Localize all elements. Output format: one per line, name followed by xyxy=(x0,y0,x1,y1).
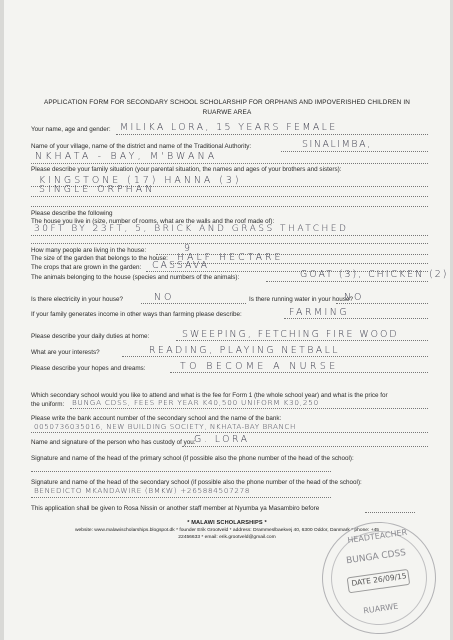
water-value: NO xyxy=(344,292,365,303)
village-line-2 xyxy=(31,163,428,164)
secondary-label: Signature and name of the head of the secondary school (if possible also the phone number of the head of the school): xyxy=(31,479,362,486)
family-value-2: SINGLE ORPHAN xyxy=(39,184,156,195)
duties-label: Please describe your daily duties at home: xyxy=(31,333,150,340)
crops-label: The crops that are grown in the garden: xyxy=(31,264,142,271)
electricity-value: NO xyxy=(154,292,175,303)
crops-value: CASSAVA xyxy=(152,260,210,271)
footer-line-2: website: www.malawischolarships.blogspot.dk * founder Erik Grootveld * address: Drammeslbaekvej 40, 6300 Oddor, Danmark * phone: +45 xyxy=(74,528,380,533)
form-title-line1: APPLICATION FORM FOR SECONDARY SCHOOL SCHOLARSHIP FOR ORPHANS AND IMPOVERISHED CHILDREN IN xyxy=(43,99,411,106)
village-value-1: SINALIMBA, xyxy=(302,139,372,150)
electricity-label: Is there electricity in your house? xyxy=(31,296,124,303)
garden-label: The size of the garden that belongs to the house: xyxy=(31,255,168,262)
school-label-1: Which secondary school would you like to attend and what is the fee for Form 1 (the whole school year) and what is the price for xyxy=(31,392,388,399)
house-value: 30FT BY 23FT, 5, BRICK AND GRASS THATCHED xyxy=(34,224,349,234)
village-line-1 xyxy=(281,151,428,152)
stamp-bottom-text: RUARWE xyxy=(362,601,399,616)
interests-line xyxy=(122,356,428,357)
bank-line xyxy=(31,432,428,433)
secondary-value: BENEDICTO MKANDAWIRE (BMKW) +265884507278 xyxy=(34,486,251,495)
house-line-1 xyxy=(31,235,428,236)
footer-org: * MALAWI SCHOLARSHIPS * xyxy=(187,520,267,526)
custody-line xyxy=(182,446,428,447)
name-value: MILIKA LORA, 15 YEARS FEMALE xyxy=(120,122,338,133)
secondary-line xyxy=(31,497,331,498)
name-label: Your name, age and gender: xyxy=(31,126,111,133)
water-line xyxy=(336,303,428,304)
house-label: The house you live in (size, number of rooms, what are the walls and the roof made of): xyxy=(31,218,275,225)
people-label: How many people are living in the house: xyxy=(31,247,147,254)
village-label: Name of your village, name of the district and name of the Traditional Authority: xyxy=(31,143,252,150)
animals-value: GOAT (3), CHICKEN (2) xyxy=(300,269,449,280)
animals-line xyxy=(266,281,428,282)
describe-label: Please describe the following xyxy=(31,210,113,217)
electricity-line xyxy=(141,303,246,304)
footer-line-3: 22456633 * email: erik.grootveld@gmail.com xyxy=(178,535,276,540)
stamp-top-text: HEADTEACHER xyxy=(346,527,408,545)
village-value-2: NKHATA - BAY, M'BWANA xyxy=(35,151,218,162)
duties-value: SWEEPING, FETCHING FIRE WOOD xyxy=(182,329,399,340)
hopes-line xyxy=(170,372,428,373)
income-value: FARMING xyxy=(289,307,350,318)
school-line xyxy=(70,408,428,409)
stamp-date: DATE 26/09/15 xyxy=(350,571,408,588)
garden-line xyxy=(171,263,428,264)
custody-label: Name and signature of the person who has custody of you: xyxy=(31,439,196,446)
income-line xyxy=(284,318,428,319)
water-label: Is there running water in your house? xyxy=(249,296,353,303)
animals-label: The animals belonging to the house (species and numbers of the animals): xyxy=(31,274,240,281)
primary-label: Signature and name of the head of the primary school (if possible also the phone number of the head of the school): xyxy=(31,455,354,462)
interests-label: What are your interests? xyxy=(31,349,100,356)
school-value: BUNGA CDSS, FEES PER YEAR K40,500 UNIFORM K30,250 xyxy=(72,398,319,407)
primary-line xyxy=(31,471,331,472)
garden-value: HALF HECTARE xyxy=(177,252,284,263)
deadline-line xyxy=(365,512,415,513)
form-title-line2: RUARWE AREA xyxy=(202,109,252,116)
hopes-value: TO BECOME A NURSE xyxy=(180,361,339,372)
hopes-label: Please describe your hopes and dreams: xyxy=(31,365,146,372)
family-value-1: KINGSTONE (17) HANNA (3) xyxy=(39,175,242,186)
bank-label: Please write the bank account number of the secondary school and the name of the bank: xyxy=(31,415,282,422)
family-line-2 xyxy=(31,196,428,197)
stamp-school: BUNGA CDSS xyxy=(345,548,407,567)
people-value: 9 xyxy=(184,243,192,254)
name-line xyxy=(116,134,428,135)
bank-value: 0050736035016, NEW BUILDING SOCIETY, NKHATA-BAY BRANCH xyxy=(34,422,296,431)
house-line-2 xyxy=(31,243,428,244)
deadline-label: This application shall be given to Rosa Nissin or another staff member at Nyumba ya Masambiro before xyxy=(31,505,320,512)
family-line-3 xyxy=(31,206,428,207)
duties-line xyxy=(176,340,428,341)
interests-value: READING, PLAYING NETBALL xyxy=(149,345,340,356)
application-form-page xyxy=(4,0,450,640)
income-label: If your family generates income in other ways than farming please describe: xyxy=(31,311,242,318)
family-label: Please describe your family situation (your parental situation, the names and ages of your brothers and sisters): xyxy=(31,166,342,173)
custody-value: G. LORA xyxy=(194,434,250,445)
school-label-2: the uniform: xyxy=(31,401,65,408)
